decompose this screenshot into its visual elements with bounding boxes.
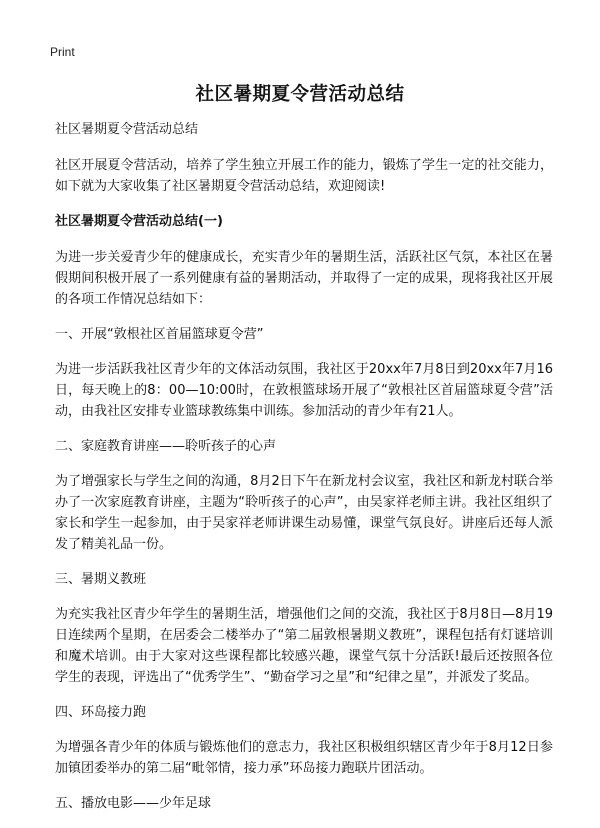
item-body-4: 为增强各青少年的体质与锻炼他们的意志力，我社区积极组织辖区青少年于8月12日参加镇团委举办的第二届“毗邻情，接力承”环岛接力跑联片团活动。 [55,740,553,776]
item-heading-3: 三、暑期义教班 [55,572,147,587]
item-heading-4: 四、环岛接力跑 [55,705,147,720]
item-heading-1: 一、开展“敦根社区首届篮球夏令营” [55,327,264,342]
page-title: 社区暑期夏令营活动总结 [195,84,405,105]
article-body [55,119,553,828]
article-subtitle: 社区暑期夏令营活动总结 [55,122,199,137]
article-intro: 社区开展夏令营活动，培养了学生独立开展工作的能力，锻炼了学生一定的社交能力，如下就为大家收集了社区暑期夏令营活动总结，欢迎阅读! [55,158,553,194]
print-label: Print [50,45,75,59]
item-body-2: 为了增强家长与学生之间的沟通，8月2日下午在新龙村会议室，我社区和新龙村联合举办了一次家庭教育讲座，主题为“聆听孩子的心声”，由吴家祥老师主讲。我社区组织了家长和学生一起参加，由于吴家祥老师讲课生动易懂，课堂气氛良好。讲座后还每人派发了精美礼品一份。 [55,474,553,552]
item-body-3: 为充实我社区青少年学生的暑期生活，增强他们之间的交流，我社区于8月8日—8月19日连续两个星期，在居委会二楼举办了“第二届敦根暑期义教班”，课程包括有灯谜培训和魔术培训。由于大家对这些课程都比较感兴趣，课堂气氛十分活跃!最后还按照各位学生的表现，评选出了“优秀学生”、“勤奋学习之星”和“纪律之星”，并派发了奖品。 [55,607,553,685]
item-heading-5: 五、播放电影——少年足球 [55,796,212,811]
item-body-1: 为进一步活跃我社区青少年的文体活动氛围，我社区于20xx年7月8日到20xx年7月16日，每天晚上的8：00—10:00时，在敦根篮球场开展了“敦根社区首届篮球夏令营”活动，由我社区安排专业篮球教练集中训练。参加活动的青少年有21人。 [55,362,553,419]
item-heading-2: 二、家庭教育讲座——聆听孩子的心声 [55,439,277,454]
section-heading: 社区暑期夏令营活动总结(一) [55,214,223,229]
article-lead: 为进一步关爱青少年的健康成长，充实青少年的暑期生活，活跃社区气氛，本社区在暑假期间积极开展了一系列健康有益的暑期活动，并取得了一定的成果，现将我社区开展的各项工作情况总结如下： [55,250,553,307]
